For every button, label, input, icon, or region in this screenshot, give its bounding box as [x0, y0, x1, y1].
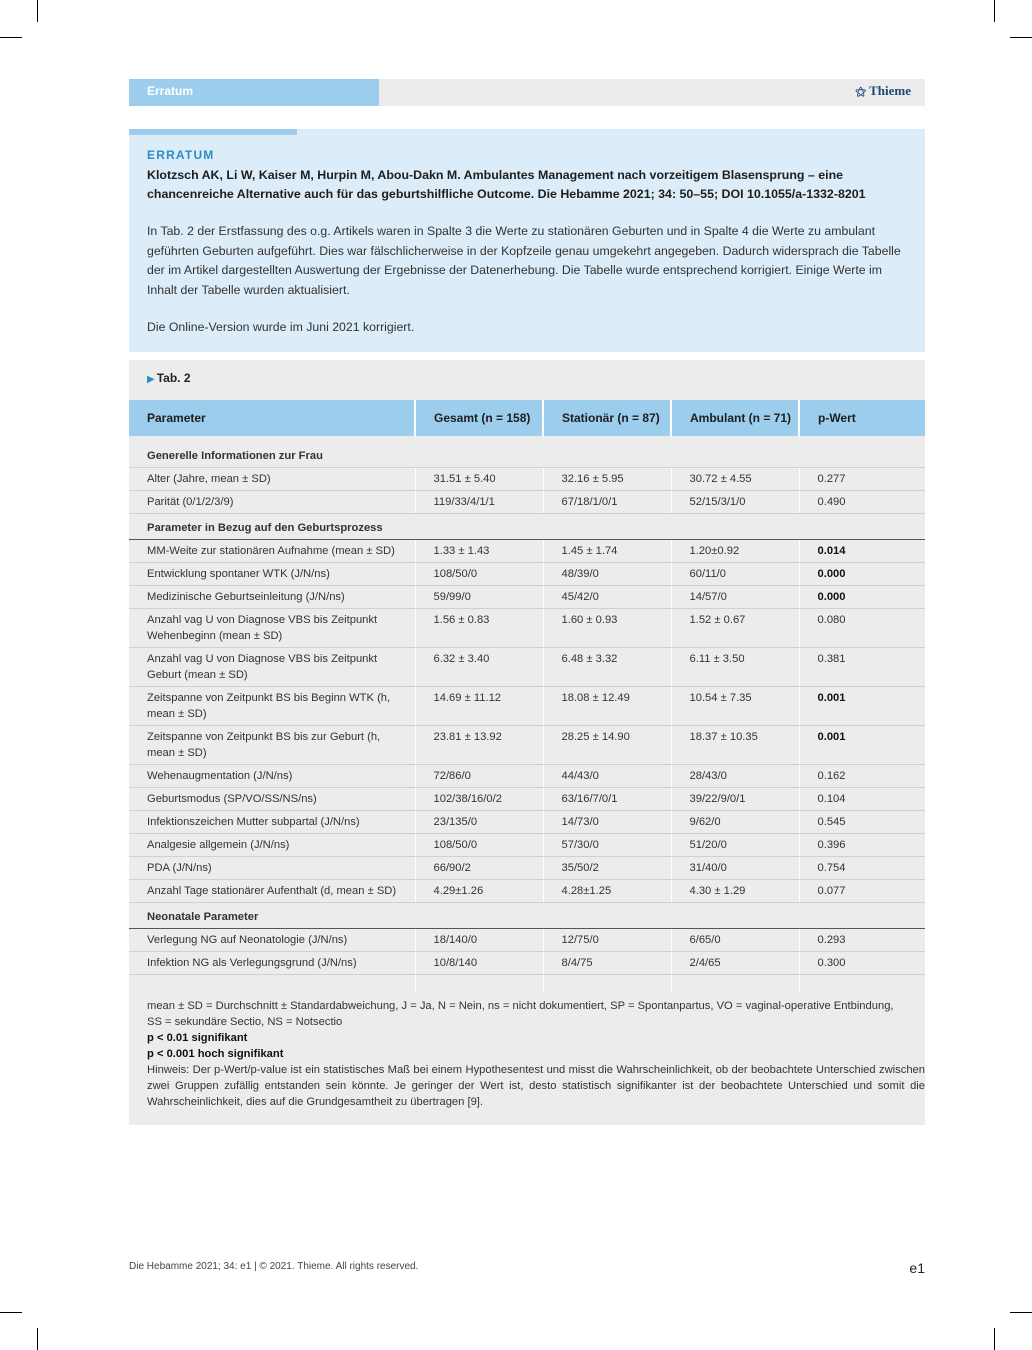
cell-ambulant: 14/57/0: [671, 586, 799, 609]
table-row: [129, 563, 925, 586]
cell-parameter: Alter (Jahre, mean ± SD): [129, 468, 415, 491]
results-table: [129, 400, 925, 991]
cell-stationaer: 57/30/0: [543, 834, 671, 857]
brand-name: Thieme: [869, 83, 911, 98]
cell-gesamt: 1.33 ± 1.43: [415, 540, 543, 563]
cell-stationaer: 35/50/2: [543, 857, 671, 880]
erratum-citation: Klotzsch AK, Li W, Kaiser M, Hurpin M, Abou-Dakn M. Ambulantes Management nach vorzeitigem Blasensprung – eine chancenreiche Alternative auch für das geburtshilfliche Outcome. Die Hebamme 2021; 34: 50–55; DOI 10.1055/a-1332-8201: [147, 168, 866, 201]
table-row: [129, 540, 925, 563]
cell-parameter: Zeitspanne von Zeitpunkt BS bis zur Geburt (h, mean ± SD): [129, 726, 415, 765]
section-label: Erratum: [147, 84, 194, 98]
crop-mark-tr-v: [994, 0, 995, 22]
crop-mark-br-v: [994, 1328, 995, 1350]
cell-p-value: 0.396: [799, 834, 925, 857]
table-row: [129, 857, 925, 880]
cell-gesamt: 102/38/16/0/2: [415, 788, 543, 811]
cell-p-value: 0.162: [799, 765, 925, 788]
table-section-row: [129, 903, 925, 929]
cell-stationaer: 1.45 ± 1.74: [543, 540, 671, 563]
cell-ambulant: 6/65/0: [671, 929, 799, 952]
crop-mark-tl-v: [37, 0, 38, 22]
section-tab: [129, 79, 379, 106]
cell-gesamt: 108/50/0: [415, 834, 543, 857]
cell-stationaer: 8/4/75: [543, 952, 671, 975]
cell-parameter: Infektionszeichen Mutter subpartal (J/N/ns): [129, 811, 415, 834]
section-title: Neonatale Parameter: [129, 903, 925, 929]
cell-parameter: Entwicklung spontaner WTK (J/N/ns): [129, 563, 415, 586]
column-header: Stationär (n = 87): [543, 400, 671, 436]
crop-mark-bl-h: [0, 1312, 22, 1313]
table-label-text: Tab. 2: [156, 371, 191, 385]
cell-p-value: 0.080: [799, 609, 925, 648]
table-section-row: [129, 514, 925, 540]
cell-gesamt: 1.56 ± 0.83: [415, 609, 543, 648]
cell-p-value: 0.293: [799, 929, 925, 952]
cell-stationaer: 44/43/0: [543, 765, 671, 788]
cell-parameter: Anzahl vag U von Diagnose VBS bis Zeitpunkt Wehenbeginn (mean ± SD): [129, 609, 415, 648]
cell-ambulant: 60/11/0: [671, 563, 799, 586]
cell-ambulant: 18.37 ± 10.35: [671, 726, 799, 765]
abbreviations-line-1: mean ± SD = Durchschnitt ± Standardabweichung, J = Ja, N = Nein, ns = nicht dokumentiert, SP = Spontanpartus, VO = vaginal-operative Entbindung,: [147, 1000, 894, 1012]
cell-parameter: PDA (J/N/ns): [129, 857, 415, 880]
cell-stationaer: 45/42/0: [543, 586, 671, 609]
section-title: Parameter in Bezug auf den Geburtsprozess: [129, 514, 925, 540]
cell-gesamt: 59/99/0: [415, 586, 543, 609]
table-row: [129, 952, 925, 975]
erratum-body: [147, 222, 912, 356]
page-number: e1: [909, 1260, 925, 1276]
table-row: [129, 929, 925, 952]
erratum-label: ERRATUM: [147, 148, 215, 162]
table-row: [129, 811, 925, 834]
cell-parameter: Geburtsmodus (SP/VO/SS/NS/ns): [129, 788, 415, 811]
erratum-box: [129, 129, 925, 352]
cell-p-value: 0.277: [799, 468, 925, 491]
cell-gesamt: 10/8/140: [415, 952, 543, 975]
section-title: Generelle Informationen zur Frau: [129, 442, 925, 468]
table-row: [129, 788, 925, 811]
cell-ambulant: 10.54 ± 7.35: [671, 687, 799, 726]
significance-note-2: p < 0.001 hoch signifikant: [147, 1048, 284, 1060]
table-row: [129, 687, 925, 726]
table-row: [129, 880, 925, 903]
table-row: [129, 468, 925, 491]
cell-p-value: 0.490: [799, 491, 925, 514]
triangle-right-icon: ▶: [147, 374, 155, 385]
cell-ambulant: 4.30 ± 1.29: [671, 880, 799, 903]
cell-ambulant: 2/4/65: [671, 952, 799, 975]
cell-gesamt: 108/50/0: [415, 563, 543, 586]
cell-stationaer: 1.60 ± 0.93: [543, 609, 671, 648]
cell-ambulant: 52/15/3/1/0: [671, 491, 799, 514]
cell-stationaer: 14/73/0: [543, 811, 671, 834]
cell-p-value: 0.300: [799, 952, 925, 975]
cell-ambulant: 31/40/0: [671, 857, 799, 880]
cell-p-value: 0.077: [799, 880, 925, 903]
cell-parameter: Analgesie allgemein (J/N/ns): [129, 834, 415, 857]
crop-mark-tl-h: [0, 37, 22, 38]
footer-citation: Die Hebamme 2021; 34: e1 | © 2021. Thieme. All rights reserved.: [129, 1261, 419, 1272]
cell-parameter: Zeitspanne von Zeitpunkt BS bis Beginn WTK (h, mean ± SD): [129, 687, 415, 726]
erratum-paragraph-1: In Tab. 2 der Erstfassung des o.g. Artikels waren in Spalte 3 die Werte zu stationären Geburten und in Spalte 4 die Werte zu ambulant geführten Geburten aufgeführt. Dies war fälschlicherweise in der Kopfzeile genau umgekehrt angegeben. Dadurch widersprach die Tabelle der im Artikel dargestellten Auswertung der Ergebnisse der Datenerhebung. Die Tabelle wurde entsprechend korrigiert. Einige Werte im Inhalt der Tabelle wurden aktualisiert.: [147, 224, 901, 297]
cell-ambulant: 28/43/0: [671, 765, 799, 788]
cell-parameter: Anzahl vag U von Diagnose VBS bis Zeitpunkt Geburt (mean ± SD): [129, 648, 415, 687]
table-label: [147, 371, 191, 385]
erratum-paragraph-2: Die Online-Version wurde im Juni 2021 korrigiert.: [147, 320, 415, 334]
significance-note-1: p < 0.01 signifikant: [147, 1032, 248, 1044]
cell-parameter: Parität (0/1/2/3/9): [129, 491, 415, 514]
cell-ambulant: 9/62/0: [671, 811, 799, 834]
table-panel: [129, 360, 925, 1125]
crop-mark-br-h: [1010, 1312, 1032, 1313]
cell-p-value: 0.014: [799, 540, 925, 563]
table-row: [129, 765, 925, 788]
table-row: [129, 726, 925, 765]
cell-p-value: 0.545: [799, 811, 925, 834]
cell-stationaer: 4.28±1.25: [543, 880, 671, 903]
cell-stationaer: 28.25 ± 14.90: [543, 726, 671, 765]
cell-ambulant: 30.72 ± 4.55: [671, 468, 799, 491]
abbreviations-line-2: SS = sekundäre Sectio, NS = Notsectio: [147, 1016, 343, 1028]
p-value-hint: Hinweis: Der p-Wert/p-value ist ein statistisches Maß bei einem Hypothesentest und misst die Wahrscheinlichkeit, ob der beobachtete Unterschied zwischen zwei Gruppen zufällig entstanden sein könnte. Je geringer der Wert ist, desto statistisch signifikanter ist der beobachtete Unterschied und somit die Wahrscheinlichkeit, dies auf die Grundgesamtheit zu übertragen [9].: [147, 1064, 925, 1108]
cell-gesamt: 119/33/4/1/1: [415, 491, 543, 514]
table-notes: [129, 988, 925, 1110]
cell-stationaer: 12/75/0: [543, 929, 671, 952]
thieme-logo-icon: ⚝: [855, 86, 867, 98]
cell-stationaer: 32.16 ± 5.95: [543, 468, 671, 491]
crop-mark-tr-h: [1010, 37, 1032, 38]
cell-gesamt: 6.32 ± 3.40: [415, 648, 543, 687]
cell-p-value: 0.001: [799, 687, 925, 726]
cell-parameter: Anzahl Tage stationärer Aufenthalt (d, mean ± SD): [129, 880, 415, 903]
cell-p-value: 0.754: [799, 857, 925, 880]
cell-ambulant: 51/20/0: [671, 834, 799, 857]
column-header: Gesamt (n = 158): [415, 400, 543, 436]
table-row: [129, 834, 925, 857]
cell-ambulant: 39/22/9/0/1: [671, 788, 799, 811]
crop-mark-bl-v: [37, 1328, 38, 1350]
cell-gesamt: 23/135/0: [415, 811, 543, 834]
cell-p-value: 0.104: [799, 788, 925, 811]
cell-ambulant: 6.11 ± 3.50: [671, 648, 799, 687]
table-header-row: [129, 400, 925, 436]
cell-stationaer: 18.08 ± 12.49: [543, 687, 671, 726]
column-header: Ambulant (n = 71): [671, 400, 799, 436]
table-section-row: [129, 442, 925, 468]
cell-p-value: 0.000: [799, 586, 925, 609]
cell-stationaer: 48/39/0: [543, 563, 671, 586]
cell-gesamt: 72/86/0: [415, 765, 543, 788]
table-row: [129, 491, 925, 514]
table-row: [129, 609, 925, 648]
cell-ambulant: 1.52 ± 0.67: [671, 609, 799, 648]
column-header: Parameter: [129, 400, 415, 436]
cell-gesamt: 31.51 ± 5.40: [415, 468, 543, 491]
cell-parameter: Medizinische Geburtseinleitung (J/N/ns): [129, 586, 415, 609]
table-row: [129, 648, 925, 687]
cell-gesamt: 23.81 ± 13.92: [415, 726, 543, 765]
erratum-accent-bar: [129, 129, 297, 135]
cell-stationaer: 6.48 ± 3.32: [543, 648, 671, 687]
cell-parameter: MM-Weite zur stationären Aufnahme (mean ± SD): [129, 540, 415, 563]
cell-gesamt: 66/90/2: [415, 857, 543, 880]
column-header: p-Wert: [799, 400, 925, 436]
cell-p-value: 0.000: [799, 563, 925, 586]
cell-p-value: 0.001: [799, 726, 925, 765]
cell-parameter: Verlegung NG auf Neonatologie (J/N/ns): [129, 929, 415, 952]
cell-p-value: 0.381: [799, 648, 925, 687]
cell-parameter: Wehenaugmentation (J/N/ns): [129, 765, 415, 788]
publisher-brand: [855, 83, 911, 99]
cell-ambulant: 1.20±0.92: [671, 540, 799, 563]
table-row: [129, 586, 925, 609]
cell-gesamt: 4.29±1.26: [415, 880, 543, 903]
cell-gesamt: 14.69 ± 11.12: [415, 687, 543, 726]
cell-stationaer: 63/16/7/0/1: [543, 788, 671, 811]
cell-stationaer: 67/18/1/0/1: [543, 491, 671, 514]
cell-parameter: Infektion NG als Verlegungsgrund (J/N/ns): [129, 952, 415, 975]
cell-gesamt: 18/140/0: [415, 929, 543, 952]
page-header: [129, 79, 925, 106]
